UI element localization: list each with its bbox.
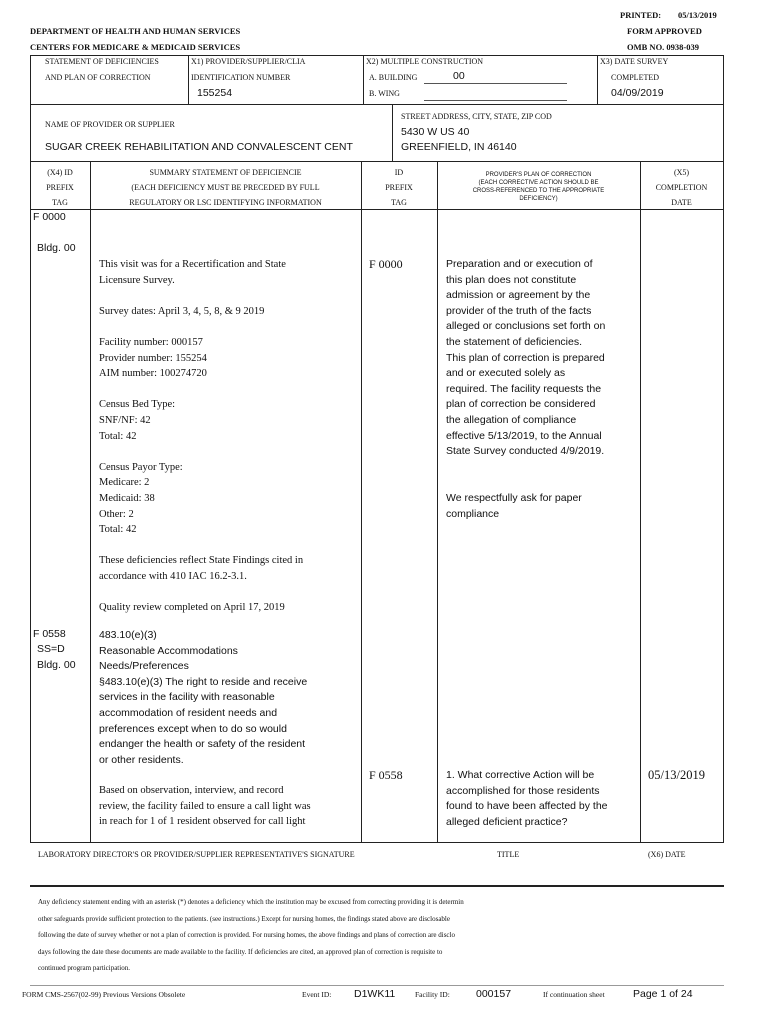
summary-line: Quality review completed on April 17, 2019: [99, 602, 285, 614]
summary-line: §483.10(e)(3) The right to reside and receive: [99, 675, 308, 688]
plan-line: this plan does not constitute: [446, 273, 577, 286]
building-underline: [424, 83, 567, 84]
statement-label-2: AND PLAN OF CORRECTION: [45, 73, 151, 82]
plan-line: We respectfully ask for paper: [446, 491, 582, 504]
wing-label: B. WING: [369, 89, 400, 98]
col-divider-2: [361, 161, 362, 842]
plan-line: effective 5/13/2019, to the Annual: [446, 429, 602, 442]
tag-f0000: F 0000: [33, 211, 66, 223]
summary-line: Survey dates: April 3, 4, 5, 8, & 9 2019: [99, 305, 265, 317]
survey-date-value: 04/09/2019: [611, 87, 664, 99]
summary-block-1: [99, 257, 303, 616]
plan-line: provider of the truth of the facts: [446, 304, 592, 317]
id-line-1: ID: [394, 168, 404, 177]
x4-line-3: TAG: [52, 198, 68, 207]
plan-line: State Survey conducted 4/9/2019.: [446, 445, 605, 458]
summary-line: SNF/NF: 42: [99, 414, 151, 426]
footer-rule: [30, 985, 724, 986]
x3-completed: COMPLETED: [611, 73, 659, 82]
tag-f0558: F 0558: [33, 628, 66, 640]
id-line-3: TAG: [391, 198, 407, 207]
plan-line: Preparation and or execution of: [446, 258, 593, 270]
summary-line: [99, 382, 303, 398]
summary-line: This visit was for a Recertification and State: [99, 259, 286, 270]
building-value: 00: [453, 70, 465, 82]
summary-line: 483.10(e)(3): [99, 629, 157, 641]
plan-line-2: (EACH CORRECTIVE ACTION SHOULD BE: [478, 180, 599, 186]
rule-2: [30, 104, 724, 105]
centers-name: CENTERS FOR MEDICARE & MEDICAID SERVICES: [30, 42, 241, 52]
col-divider-3: [437, 161, 438, 842]
summary-line: in reach for 1 of 1 resident observed for call light: [99, 816, 306, 828]
statement-label-1: STATEMENT OF DEFICIENCIES: [45, 57, 159, 66]
col-header-id: [361, 165, 437, 210]
divider-address: [392, 104, 393, 161]
col-header-plan: [437, 171, 640, 203]
event-id-label: Event ID:: [302, 990, 332, 999]
disclaimer-text: [38, 894, 464, 977]
right-border: [723, 55, 724, 842]
plan-line: and or executed solely as: [446, 367, 566, 380]
form-number: FORM CMS-2567(02-99) Previous Versions Obsolete: [22, 990, 186, 999]
scope-severity: SS=D: [37, 643, 65, 655]
summary-line: [99, 288, 303, 304]
summary-line: Total: 42: [99, 430, 137, 442]
col-header-summary: [90, 165, 361, 210]
plan-line: compliance: [446, 507, 500, 520]
provider-id-value: 155254: [197, 87, 233, 99]
bldg-label: Bldg. 00: [37, 242, 76, 254]
top-rule: [30, 55, 724, 56]
plan-line: admission or agreement by the: [446, 289, 591, 302]
summary-line: AIM number: 100274720: [99, 368, 207, 380]
x4-line-1: (X4) ID: [47, 168, 73, 177]
x1-label-2: IDENTIFICATION NUMBER: [191, 73, 291, 82]
city-value: GREENFIELD, IN 46140: [401, 141, 517, 153]
plan-line: the statement of deficiencies.: [446, 335, 582, 348]
divider-x2: [363, 55, 364, 104]
plan-line-3: CROSS-REFERENCED TO THE APPROPRIATE: [472, 188, 605, 194]
summary-line: Medicare: 2: [99, 477, 150, 489]
summary-block-2: [99, 628, 307, 768]
disclaimer-line: continued program participation.: [38, 964, 130, 972]
plan-line: required. The facility requests the: [446, 382, 602, 395]
summary-line: Census Payor Type:: [99, 461, 183, 473]
summary-line: These deficiencies reflect State Findings cited in: [99, 555, 304, 567]
plan-line: plan of correction be considered: [446, 398, 596, 411]
plan-line: alleged deficient practice?: [446, 815, 568, 828]
summary-line: accordance with 410 IAC 16.2-3.1.: [99, 570, 247, 582]
disclaimer-line: days following the date these documents are made available to the facility. If deficiencies are cited, an approved plan of correction is requisite to: [38, 947, 443, 956]
title-label: TITLE: [497, 850, 520, 859]
x5-line-3: DATE: [671, 198, 692, 207]
summary-line: Total: 42: [99, 524, 137, 536]
id-line-2: PREFIX: [385, 183, 413, 192]
summary-line-1: SUMMARY STATEMENT OF DEFICIENCIE: [149, 168, 302, 177]
disclaimer-line: following the date of survey whether or not a plan of correction is provided. For nursing homes, the above findings and plans of correction are disclo: [38, 931, 455, 939]
col-divider-4: [640, 161, 641, 842]
summary-line: endanger the health or safety of the resident: [99, 738, 306, 751]
x5-line-1: (X5): [673, 168, 690, 177]
x2-label: X2) MULTIPLE CONSTRUCTION: [366, 57, 484, 66]
x3-label: X3) DATE SURVEY: [600, 57, 669, 66]
form-approved: FORM APPROVED: [627, 26, 702, 36]
summary-line: Based on observation, interview, and record: [99, 785, 284, 796]
col-header-x4: [30, 165, 90, 210]
plan-line-1: PROVIDER'S PLAN OF CORRECTION: [485, 172, 592, 178]
x5-line-2: COMPLETION: [655, 183, 708, 192]
summary-line: Provider number: 155254: [99, 352, 207, 364]
summary-line: review, the facility failed to ensure a call light was: [99, 800, 311, 812]
summary-line-2: (EACH DEFICIENCY MUST BE PRECEDED BY FULL: [131, 183, 320, 192]
facility-id-value: 000157: [476, 988, 512, 1000]
summary-line: Needs/Preferences: [99, 660, 189, 673]
continuation-label: If continuation sheet: [543, 990, 605, 999]
plan-line: This plan of correction is prepared: [446, 351, 605, 364]
summary-line-3: REGULATORY OR LSC IDENTIFYING INFORMATION: [129, 198, 322, 207]
plan-line: accomplished for those residents: [446, 784, 600, 797]
summary-line: Reasonable Accommodations: [99, 644, 238, 657]
plan-block-2: [446, 768, 608, 830]
summary-line: preferences except when to do so would: [99, 722, 287, 735]
summary-block-3: [99, 783, 311, 830]
rule-3: [30, 161, 724, 162]
department-name: DEPARTMENT OF HEALTH AND HUMAN SERVICES: [30, 26, 241, 36]
plan-line: found to have been affected by the: [446, 800, 608, 813]
x6-date-label: (X6) DATE: [648, 850, 686, 859]
plan-line: alleged or conclusions set forth on: [446, 320, 606, 333]
id-tag-f0558: F 0558: [369, 768, 403, 782]
event-id-value: D1WK11: [354, 988, 396, 1000]
provider-name-value: SUGAR CREEK REHABILITATION AND CONVALESCENT CENT: [45, 141, 353, 153]
summary-line: or other residents.: [99, 753, 184, 766]
provider-name-label: NAME OF PROVIDER OR SUPPLIER: [45, 120, 175, 129]
summary-line: [99, 319, 303, 335]
signature-rule: [30, 885, 724, 887]
x1-label-1: X1) PROVIDER/SUPPLIER/CLIA: [191, 57, 306, 66]
summary-line: [99, 584, 303, 600]
col-header-x5: [640, 165, 723, 210]
x4-line-2: PREFIX: [46, 183, 74, 192]
plan-line-4: DEFICIENCY): [519, 196, 558, 202]
summary-line: [99, 444, 303, 460]
id-tag-f0000: F 0000: [369, 257, 403, 271]
disclaimer-line: Any deficiency statement ending with an asterisk (*) denotes a deficiency which the institution may be excused from correcting providing it is determin: [38, 898, 464, 906]
disclaimer-line: other safeguards provide sufficient protection to the patients. (see instructions.) Except for nursing homes, the findings stated above are disclosable: [38, 914, 450, 923]
completion-date: 05/13/2019: [648, 768, 705, 782]
building-label: A. BUILDING: [369, 73, 418, 82]
summary-line: accommodation of resident needs and: [99, 706, 278, 719]
summary-line: Licensure Survey.: [99, 274, 175, 286]
plan-line: the allegation of compliance: [446, 413, 577, 426]
printed-date: 05/13/2019: [678, 10, 717, 20]
summary-line: services in the facility with reasonable: [99, 691, 275, 704]
wing-underline: [424, 100, 567, 101]
plan-line: 1. What corrective Action will be: [446, 769, 595, 781]
summary-line: Other: 2: [99, 508, 134, 520]
printed-label: PRINTED:: [620, 10, 662, 20]
address-label: STREET ADDRESS, CITY, STATE, ZIP COD: [401, 112, 552, 121]
street-value: 5430 W US 40: [401, 126, 470, 138]
summary-line: Facility number: 000157: [99, 336, 203, 348]
summary-line: [99, 538, 303, 554]
omb-number: OMB NO. 0938-039: [627, 42, 700, 52]
facility-id-label: Facility ID:: [415, 990, 450, 999]
plan-line: [446, 460, 605, 476]
col-divider-1: [90, 161, 91, 842]
rule-bottom: [30, 842, 724, 843]
page-number: Page 1 of 24: [633, 988, 693, 1000]
plan-block-1: [446, 257, 605, 522]
plan-line: [446, 475, 605, 491]
signature-label: LABORATORY DIRECTOR'S OR PROVIDER/SUPPLIER REPRESENTATIVE'S SIGNATURE: [38, 850, 355, 859]
summary-line: Medicaid: 38: [99, 492, 155, 504]
bldg-label-2: Bldg. 00: [37, 659, 76, 671]
divider-x3: [597, 55, 598, 104]
summary-line: Census Bed Type:: [99, 399, 176, 411]
divider-x1: [188, 55, 189, 104]
